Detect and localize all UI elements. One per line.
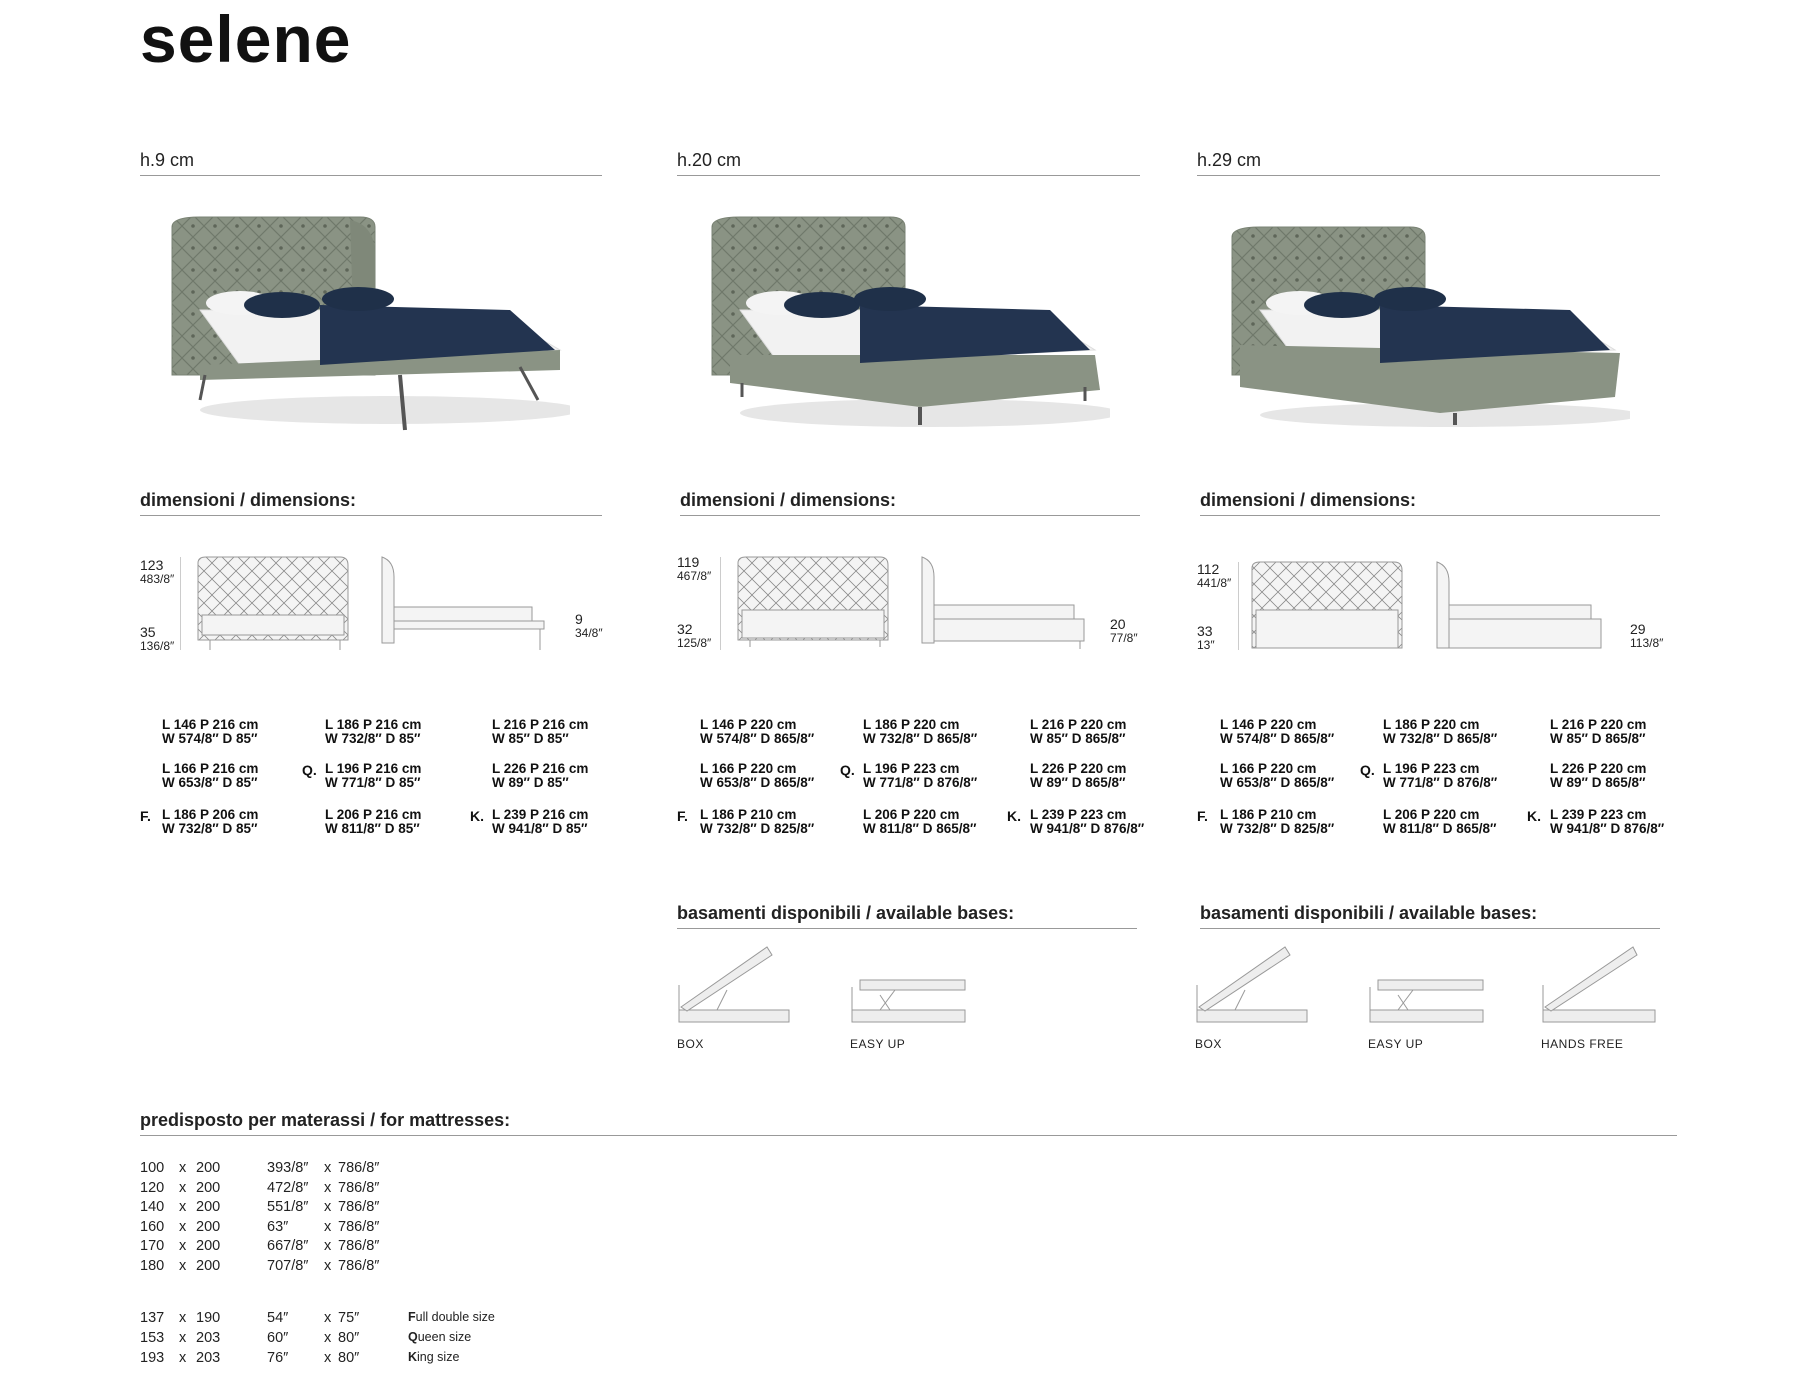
- size-entry: L 239 P 216 cm W 941/8″ D 85″: [492, 807, 589, 836]
- king-prefix: K.: [1527, 808, 1541, 824]
- full-prefix: F.: [677, 808, 688, 824]
- size-entry: L 226 P 216 cm W 89″ D 85″: [492, 761, 589, 790]
- size-entry: L 196 P 216 cm W 771/8″ D 85″: [325, 761, 422, 790]
- headboard-base-in-2: 125/8″: [677, 636, 712, 650]
- queen-prefix: Q.: [302, 762, 317, 778]
- king-prefix: K.: [1007, 808, 1021, 824]
- headboard-base-in-1: 136/8″: [140, 639, 175, 653]
- size-entry: L 226 P 220 cm W 89″ D 865/8″: [1550, 761, 1647, 790]
- full-prefix: F.: [140, 808, 151, 824]
- base-label-easy-up: EASY UP: [1368, 1037, 1424, 1051]
- size-entry: L 146 P 220 cm W 574/8″ D 865/8″: [1220, 717, 1335, 746]
- height-label-3: h.29 cm: [1197, 150, 1660, 176]
- headboard-base-in-3: 13″: [1197, 638, 1215, 652]
- side-height-in-3: 113/8″: [1630, 636, 1664, 650]
- headboard-base-cm-2: 32: [677, 621, 693, 637]
- size-entry: L 186 P 220 cm W 732/8″ D 865/8″: [863, 717, 978, 746]
- headboard-base-cm-1: 35: [140, 624, 156, 640]
- base-label-hands-free: HANDS FREE: [1541, 1037, 1624, 1051]
- size-entry: L 226 P 220 cm W 89″ D 865/8″: [1030, 761, 1127, 790]
- size-entry: L 146 P 220 cm W 574/8″ D 865/8″: [700, 717, 815, 746]
- bed-render-3: [1220, 225, 1630, 435]
- front-view-drawing-3: [1238, 560, 1413, 655]
- easy-up-base-icon: [850, 975, 970, 1030]
- size-entry: L 186 P 206 cm W 732/8″ D 85″: [162, 807, 259, 836]
- side-height-in-2: 77/8″: [1110, 631, 1138, 645]
- size-entry: L 216 P 220 cm W 85″ D 865/8″: [1030, 717, 1127, 746]
- box-base-icon: [1195, 945, 1315, 1030]
- headboard-top-in-3: 441/8″: [1197, 576, 1232, 590]
- headboard-top-cm-3: 112: [1197, 561, 1220, 577]
- side-height-cm-2: 20: [1110, 616, 1126, 632]
- bed-render-1: [160, 215, 570, 435]
- front-view-drawing-1: [180, 555, 355, 655]
- size-entry: L 166 P 220 cm W 653/8″ D 865/8″: [1220, 761, 1335, 790]
- queen-prefix: Q.: [1360, 762, 1375, 778]
- size-entry: L 186 P 210 cm W 732/8″ D 825/8″: [700, 807, 815, 836]
- bases-heading-3: basamenti disponibili / available bases:: [1200, 903, 1660, 929]
- size-entry: L 196 P 223 cm W 771/8″ D 876/8″: [1383, 761, 1498, 790]
- mattresses-heading: predisposto per materassi / for mattresses:: [140, 1110, 1677, 1136]
- king-prefix: K.: [470, 808, 484, 824]
- size-entry: L 186 P 220 cm W 732/8″ D 865/8″: [1383, 717, 1498, 746]
- headboard-top-cm-1: 123: [140, 557, 164, 573]
- size-entry: L 216 P 216 cm W 85″ D 85″: [492, 717, 589, 746]
- full-prefix: F.: [1197, 808, 1208, 824]
- size-entry: L 146 P 216 cm W 574/8″ D 85″: [162, 717, 259, 746]
- base-label-box: BOX: [1195, 1037, 1222, 1051]
- size-entry: L 206 P 216 cm W 811/8″ D 85″: [325, 807, 422, 836]
- base-label-box: BOX: [677, 1037, 704, 1051]
- hands-free-base-icon: [1541, 945, 1661, 1030]
- height-label-1: h.9 cm: [140, 150, 602, 176]
- front-view-drawing-2: [720, 555, 895, 655]
- page-title: selene: [140, 2, 352, 76]
- bases-heading-2: basamenti disponibili / available bases:: [677, 903, 1137, 929]
- size-entry: L 166 P 216 cm W 653/8″ D 85″: [162, 761, 259, 790]
- side-height-in-1: 34/8″: [575, 626, 603, 640]
- headboard-top-cm-2: 119: [677, 554, 700, 570]
- dimensions-heading-1: dimensioni / dimensions:: [140, 490, 602, 516]
- side-view-drawing-2: [920, 555, 1095, 655]
- dimensions-heading-3: dimensioni / dimensions:: [1200, 490, 1660, 516]
- height-label-2: h.20 cm: [677, 150, 1140, 176]
- side-view-drawing-3: [1435, 560, 1610, 655]
- headboard-top-in-2: 467/8″: [677, 569, 712, 583]
- headboard-top-in-1: 483/8″: [140, 572, 175, 586]
- headboard-base-cm-3: 33: [1197, 623, 1213, 639]
- side-height-cm-1: 9: [575, 611, 583, 627]
- side-view-drawing-1: [380, 555, 555, 655]
- size-entry: L 206 P 220 cm W 811/8″ D 865/8″: [1383, 807, 1497, 836]
- bed-render-2: [700, 215, 1110, 435]
- size-entry: L 239 P 223 cm W 941/8″ D 876/8″: [1550, 807, 1665, 836]
- size-entry: L 206 P 220 cm W 811/8″ D 865/8″: [863, 807, 977, 836]
- easy-up-base-icon: [1368, 975, 1488, 1030]
- box-base-icon: [677, 945, 797, 1030]
- size-entry: L 186 P 216 cm W 732/8″ D 85″: [325, 717, 422, 746]
- size-entry: L 216 P 220 cm W 85″ D 865/8″: [1550, 717, 1647, 746]
- base-label-easy-up: EASY UP: [850, 1037, 906, 1051]
- size-entry: L 186 P 210 cm W 732/8″ D 825/8″: [1220, 807, 1335, 836]
- size-entry: L 239 P 223 cm W 941/8″ D 876/8″: [1030, 807, 1145, 836]
- size-entry: L 196 P 223 cm W 771/8″ D 876/8″: [863, 761, 978, 790]
- side-height-cm-3: 29: [1630, 621, 1646, 637]
- queen-prefix: Q.: [840, 762, 855, 778]
- dimensions-heading-2: dimensioni / dimensions:: [680, 490, 1140, 516]
- size-entry: L 166 P 220 cm W 653/8″ D 865/8″: [700, 761, 815, 790]
